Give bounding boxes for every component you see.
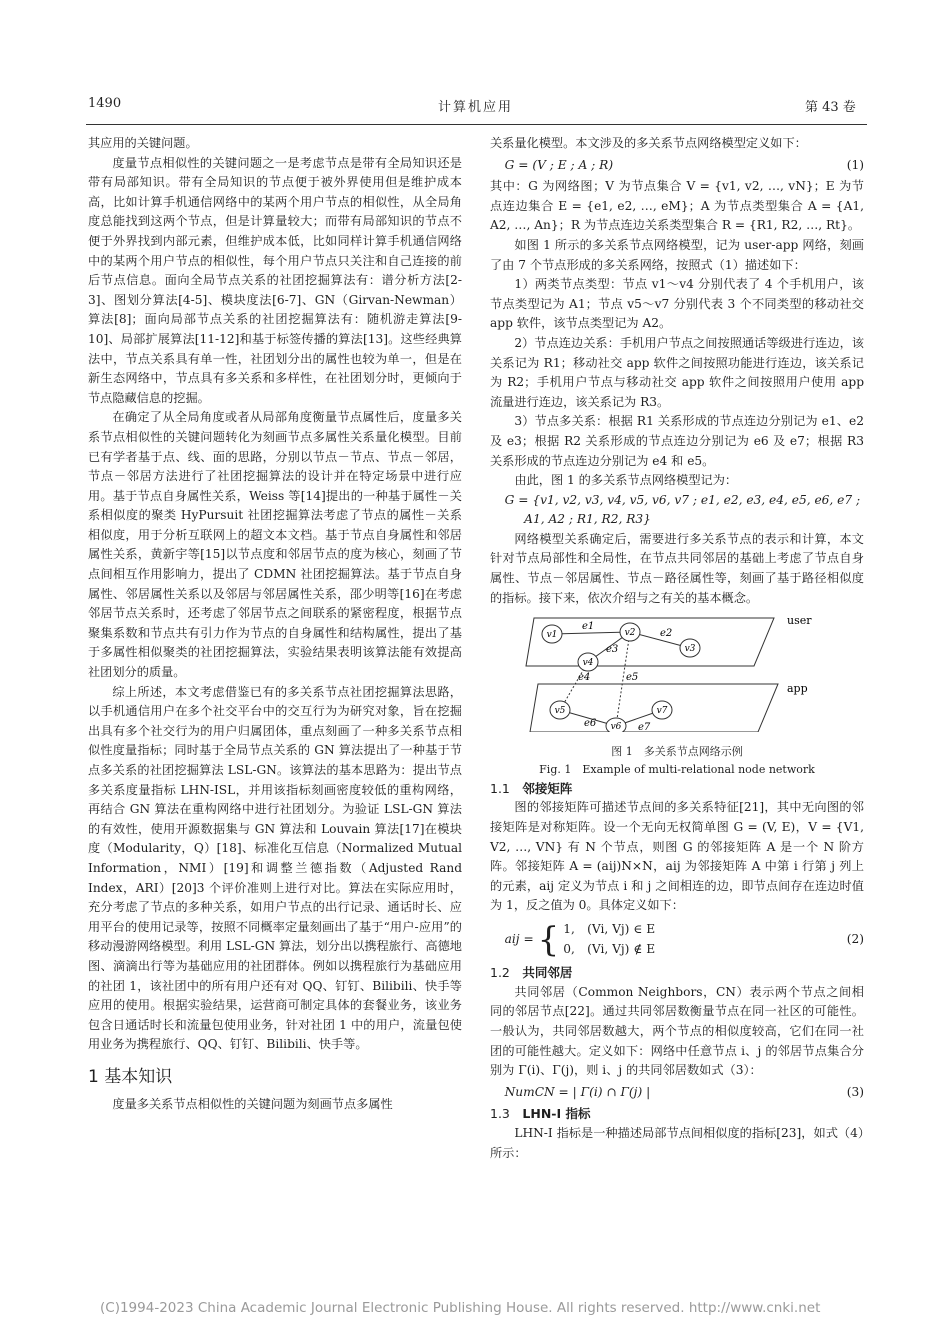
subsection-title: 邻接矩阵: [522, 780, 573, 796]
paragraph: 其中：G 为网络图；V 为节点集合 V = {v1, v2, …, vN}；E 为节点连边集合 E = {e1, e2, …, eM}；A 为节点类型集合 A = {A1, A2, …, An}；R 为节点连边关系类型集合 R = {R1, R2, …, Rt}。: [490, 179, 864, 233]
paragraph: 度量节点相似性的关键问题之一是考虑节点是带有全局知识还是带有局部知识。带有全局知识的节点便于被外界使用但是维护成本高，比如计算手机通信网络中的某两个用户节点的相似性，从全局角度总能找到这两个节点，但是计算量较大；而带有局部知识的节点不便于外界找到内部元素，但维护成本低，比如同样计算手机通信网络中的某两个用户节点的相似性，每个用户节点只关注和自己连接的前后节点信息。面向全局节点关系的社团挖掘算法有：谱分析方法[2-3]、图划分算法[4-5]、模块度法[6-7]、GN（Girvan-Newman）算法[8]；面向局部节点关系的社团挖掘算法有：随机游走算法[9-10]、局部扩展算法[11-12]和基于标签传播的算法[13]。这些经典算法中，节点关系具有单一性，社团划分出的属性也较为单一，但是在新生态网络中，节点具有多关系和多样性，在社团划分时，更倾向于节点隐藏信息的挖掘。: [88, 155, 462, 405]
left-column: [88, 134, 462, 1115]
graph-definition: [490, 491, 864, 530]
node-label: v4: [582, 658, 594, 669]
subsection-heading: [490, 1104, 864, 1124]
paragraph: 综上所述，本文考虑借鉴已有的多关系节点社团挖掘算法思路，以手机通信用户在多个社交平台中的交互行为为研究对象，旨在挖掘出具有多个社交行为的用户归属团体，重点刻画了一种多关系节点相似性度量指标；同时基于全局节点关系的 GN 算法提出了一种基于节点多关系的社团挖掘算法 LSL-GN。该算法的基本思路为：提出节点多关系度量指标 LHN-ISL，并用该指标刻画密度较低的重构网络，再结合 GN 算法在重构网络中进行社团划分。为验证 LSL-GN 算法的有效性，使用开源数据集与 GN 算法和 Louvain 算法[17]在模块度（Modularity，Q）[18]、标准化互信息（Normalized Mutual Information，NMI）[19]和调整兰德指数（Adjusted Rand Index，ARI）[20]3 个评价准则上进行对比。算法在实际应用时，充分考虑了节点的多种关系，如用户节点的出行记录、通话时长、应用平台的使用记录等，按照不同概率定量刻画出了基于“用户-应用”的移动漫游网络模型。利用 LSL-GN 算法，划分出以携程旅行、高德地图、滴滴出行等为基础应用的社团群体。例如以携程旅行为基础应用的社团 1，该社团中的所有用户还有对 QQ、钉钉、Bilibili、快手等应用的使用。根据实验结果，运营商可制定具体的套餐业务，该业务包含日通话时长和流量包使用业务，针对社团 1 中的用户，流量包使用业务为携程旅行、QQ、钉钉、Bilibili、快手等。: [88, 684, 462, 1052]
subsection-number: 1.1: [490, 780, 510, 796]
volume-label: 第 43 卷: [805, 100, 856, 115]
node-label: v1: [546, 630, 558, 641]
paragraph: 共同邻居（Common Neighbors，CN）表示两个节点之间相同的邻居节点[22]。通过共同邻居数衡量节点在同一社区的可能性。一般认为，共同邻居数越大，两个节点的相似度较高，它们在同一社团的可能性越大。定义如下：网络中任意节点 i、j 的邻居节点集合分别为 Γ(i)、Γ(j)，则 i、j 的共同邻居数如式（3）：: [490, 984, 864, 1078]
equation-case: 1, (Vi, Vj) ∈ E: [563, 922, 656, 936]
user-layer-plane: [526, 618, 774, 669]
edge-label: e1: [582, 621, 595, 633]
paragraph: 2）节点连边关系：手机用户节点之间按照通话等级进行连边，该关系记为 R1；移动社交 app 软件之间按照功能进行连边，该关系记为 R2；手机用户节点与移动社交 app 软件之间按照用户使用 app 流量进行连边，该关系记为 R3。: [490, 335, 864, 409]
brace-symbol: {: [537, 919, 560, 960]
paragraph: 3）节点多关系：根据 R1 关系形成的节点连边分别记为 e1、e2 及 e3；根据 R2 关系形成的节点连边分别记为 e6 及 e7；根据 R3 关系形成的节点连边分别记为 e4 和 e5。: [490, 414, 864, 468]
subsection-heading: [490, 779, 864, 799]
subsection-title: LHN-I 指标: [522, 1106, 591, 1122]
equation-number: (3): [846, 1084, 864, 1099]
edge-label: e3: [606, 644, 619, 656]
paragraph: 由此，图 1 的多关系节点网络模型记为：: [514, 473, 738, 488]
subsection-number: 1.3: [490, 1106, 510, 1122]
equation-1: [490, 156, 864, 176]
paragraph: 在确定了从全局角度或者从局部角度衡量节点属性后，度量多关系节点相似性的关键问题转化为刻画节点多属性关系量化模型。目前已有学者基于点、线、面的思路，分别以节点－节点、节点－邻居，节点－邻居方法进行了社团挖掘算法的设计并在特定场景中进行应用。基于节点自身属性关系，Weiss 等[14]提出的一种基于属性－关系相似度的聚类 HyPursuit 社团挖掘算法考虑了节点的属性－关系相似度，用于分析互联网上的超文本文档。基于节点自身属性和邻居属性关系，黄新宇等[15]以节点度和邻居节点的度为核心，刻画了节点间相互作用影响力，提出了 CDMN 社团挖掘算法。基于节点自身属性、邻居属性关系以及邻居与邻居属性关系，邵少明等[16]在考虑邻居节点关系时，还考虑了邻居节点之间联系的紧密程度，根据节点聚集系数和节点共有引力作为节点的自身属性和结构属性，提出了基于多属性相似聚类的社团挖掘算法，实验结果表明该算法能有效提高社团划分的质量。: [88, 410, 462, 680]
node-label: v6: [610, 722, 622, 733]
subsection-number: 1.2: [490, 965, 510, 981]
journal-title: 计算机应用: [438, 100, 514, 115]
app-layer-label: app: [787, 682, 808, 696]
user-layer-label: user: [787, 614, 812, 628]
equation-body: NumCN = | Γ(i) ∩ Γ(j) |: [504, 1084, 651, 1099]
paragraph: 关系量化模型。本文涉及的多关系节点网络模型定义如下：: [490, 136, 807, 150]
subsection-title: 共同邻居: [522, 965, 573, 981]
node-label: v7: [656, 706, 668, 717]
page-number: 1490: [88, 96, 122, 111]
paragraph: 度量多关系节点相似性的关键问题为刻画节点多属性: [112, 1096, 393, 1111]
edge-label: e5: [626, 672, 639, 684]
network-diagram: [522, 614, 832, 732]
equation-body: G = (V ; E ; A ; R): [504, 157, 614, 172]
equation-number: (1): [846, 157, 864, 172]
equation-case: 0, (Vi, Vj) ∉ E: [563, 941, 656, 956]
node-label: v2: [624, 628, 636, 639]
edge-label: e6: [584, 718, 597, 730]
paragraph: 网络模型关系确定后，需要进行多关系节点的表示和计算，本文针对节点局部性和全局性，在节点共同邻居的基础上考虑了节点自身属性、节点－邻居属性、节点－路径属性等，刻画了基于路径相似度的指标。接下来，依次介绍与之有关的基本概念。: [490, 531, 864, 605]
equation-line: G = {v1, v2, v3, v4, v5, v6, v7 ; e1, e2, e3, e4, e5, e6, e7 ;: [504, 492, 861, 507]
paragraph: LHN-I 指标是一种描述局部节点间相似度的指标[23]，如式（4）所示：: [490, 1125, 864, 1160]
paragraph: 图的邻接矩阵可描述节点间的多关系特征[21]，其中无向图的邻接矩阵是对称矩阵。设一个无向无权简单图 G = (V, E)，V = {V1, V2, …, VN} 有 N 个节点，则图 G 的邻接矩阵 A 是一个 N 阶方阵。邻接矩阵 A = (aij)N×N，aij 为邻接矩阵 A 中第 i 行第 j 列上的元素，aij 定义为节点 i 和 j 之间相连的边，即节点间存在连边时值为 1，反之值为 0。具体定义如下：: [490, 800, 864, 913]
right-column: [490, 134, 864, 1163]
subsection-heading: [490, 963, 864, 983]
node-label: v5: [554, 706, 566, 717]
edge-label: e4: [578, 672, 591, 684]
paragraph: 1）两类节点类型：节点 v1～v4 分别代表了 4 个手机用户，该节点类型记为 A1；节点 v5～v7 分别代表 3 个不同类型的移动社交 app 软件，该节点类型记为 A2。: [490, 277, 864, 331]
figure-1: [490, 614, 864, 739]
edge-e1: [552, 632, 630, 634]
equation-3: [490, 1083, 864, 1103]
edge-label: e2: [660, 628, 673, 640]
equation-2: [490, 920, 864, 959]
equation-line: A1, A2 ; R1, R2, R3}: [524, 512, 651, 527]
section-heading: 1 基本知识: [88, 1066, 173, 1087]
figure-caption-cn: 图 1 多关系节点网络示例: [611, 744, 743, 758]
copyright-footer: (C)1994-2023 China Academic Journal Electronic Publishing House. All rights reserved. http://www.cnki.net: [100, 1300, 821, 1316]
node-label: v3: [684, 644, 696, 655]
paragraph: 如图 1 所示的多关系节点网络模型，记为 user-app 网络，刻画了由 7 个节点形成的多关系网络，按照式（1）描述如下：: [490, 237, 864, 272]
figure-caption-en: Fig. 1 Example of multi-relational node network: [539, 762, 815, 776]
edge-label: e7: [638, 722, 651, 733]
equation-number: (2): [846, 931, 864, 946]
equation-lhs: aij =: [504, 931, 534, 946]
header-rule: [86, 124, 867, 125]
paragraph: 其应用的关键问题。: [88, 136, 198, 150]
